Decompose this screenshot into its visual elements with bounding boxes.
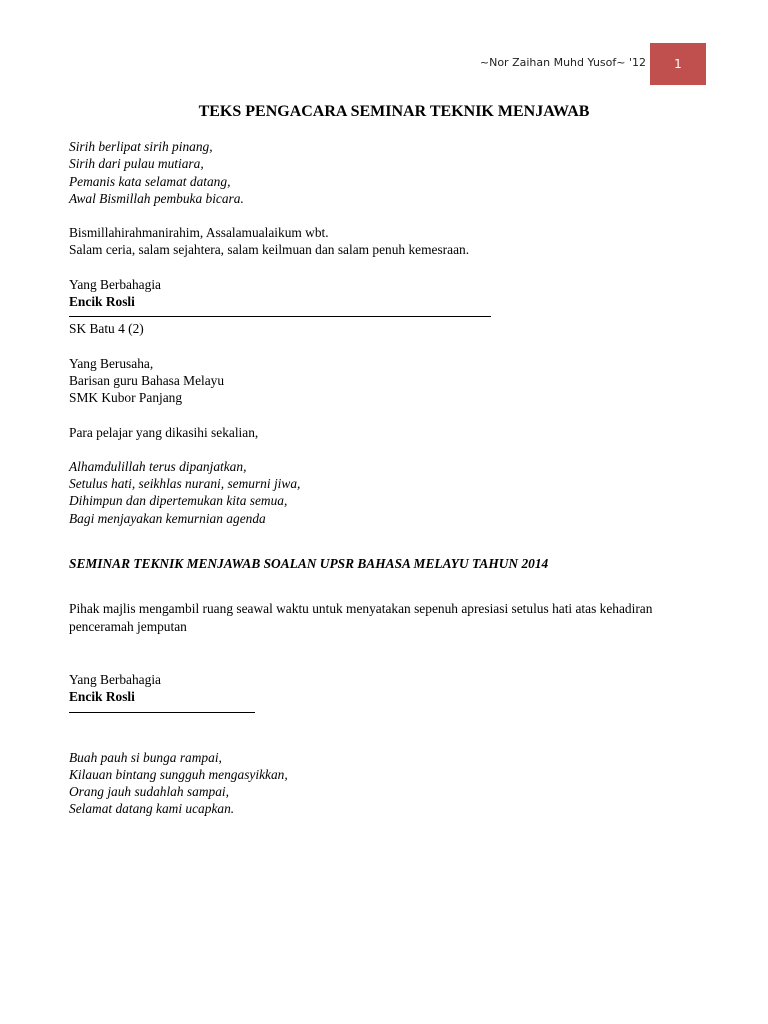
pantun-line: Kilauan bintang sungguh mengasyikkan, — [69, 766, 288, 782]
pantun-opening — [69, 138, 709, 207]
honorific-line: SMK Kubor Panjang — [69, 390, 183, 406]
honorific-2 — [69, 355, 709, 407]
pantun-line: Orang jauh sudahlah sampai, — [69, 784, 229, 800]
honorific-name: Encik Rosli — [69, 689, 135, 705]
pantun-line: Selamat datang kami ucapkan. — [69, 801, 235, 817]
honorific-1 — [69, 276, 709, 338]
honorific-line: Yang Berusaha, — [69, 355, 154, 371]
verse — [69, 458, 709, 527]
blank-line-short — [69, 712, 255, 713]
seminar-heading — [69, 555, 709, 572]
greeting-line: Salam ceria, salam sejahtera, salam keilmuan dan salam penuh kemesraan. — [69, 242, 470, 258]
pantun-line: Sirih dari pulau mutiara, — [69, 156, 204, 172]
verse-line: Bagi menjayakan kemurnian agenda — [69, 510, 266, 526]
appreciation-paragraph: Pihak majlis mengambil ruang seawal waktu untuk menyatakan sepenuh apresiasi setulus hati atas kehadiran penceramah jemputan — [69, 601, 653, 634]
document-body — [69, 102, 709, 818]
honorific-3 — [69, 671, 709, 713]
document-title: TEKS PENGACARA SEMINAR TEKNIK MENJAWAB — [198, 103, 590, 120]
pantun-line: Pemanis kata selamat datang, — [69, 173, 231, 189]
pantun-line: Sirih berlipat sirih pinang, — [69, 139, 213, 154]
honorific-title: Yang Berbahagia — [69, 276, 161, 292]
page-number-badge: 1 — [650, 43, 706, 85]
pantun-line: Buah pauh si bunga rampai, — [69, 749, 222, 765]
honorific-title: Yang Berbahagia — [69, 671, 161, 687]
header-author: ~Nor Zaihan Muhd Yusof~ '12 — [479, 56, 646, 69]
honorific-line: Barisan guru Bahasa Melayu — [69, 372, 225, 388]
pantun-line: Awal Bismillah pembuka bicara. — [69, 190, 244, 206]
blank-line-long — [69, 316, 491, 317]
students-line: Para pelajar yang dikasihi sekalian, — [69, 424, 259, 440]
greeting-line: Bismillahirahmanirahim, Assalamualaikum wbt. — [69, 225, 329, 241]
students-greeting — [69, 424, 709, 441]
verse-line: Dihimpun dan dipertemukan kita semua, — [69, 493, 288, 509]
verse-line: Setulus hati, seikhlas nurani, semurni jiwa, — [69, 476, 301, 492]
honorific-school: SK Batu 4 (2) — [69, 321, 144, 337]
seminar-title: SEMINAR TEKNIK MENJAWAB SOALAN UPSR BAHASA MELAYU TAHUN 2014 — [69, 556, 549, 572]
pantun-closing — [69, 749, 709, 818]
greeting — [69, 224, 709, 259]
honorific-name: Encik Rosli — [69, 294, 135, 310]
verse-line: Alhamdulillah terus dipanjatkan, — [69, 458, 247, 474]
